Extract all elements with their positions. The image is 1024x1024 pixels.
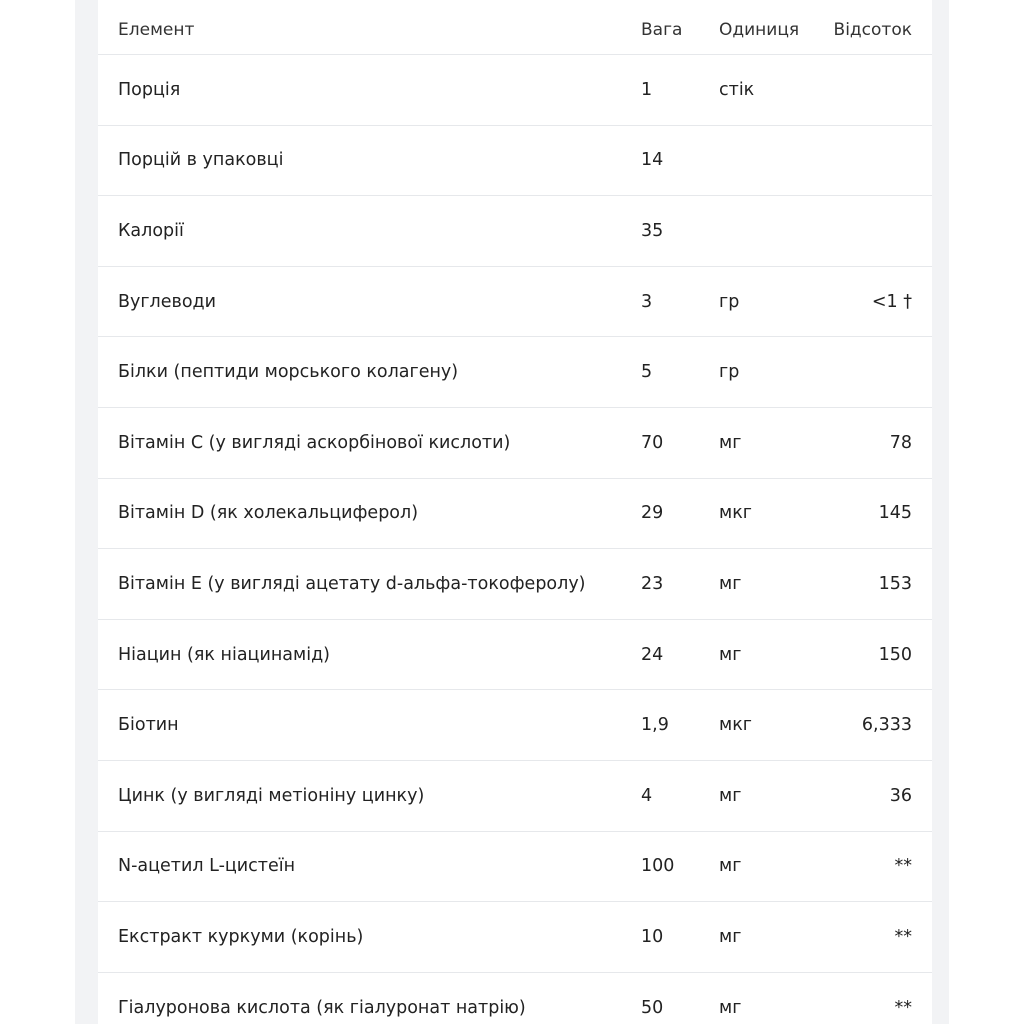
row-unit: стік: [719, 79, 755, 100]
row-weight: 4: [641, 785, 653, 806]
row-weight: 5: [641, 362, 653, 383]
table-row: [98, 902, 932, 973]
row-element: Білки (пептиди морського колагену): [118, 362, 459, 383]
header-weight: Вага: [641, 20, 683, 40]
row-weight: 70: [641, 432, 664, 453]
row-unit: мг: [719, 573, 742, 594]
row-weight: 100: [641, 856, 675, 877]
table-row: [98, 126, 932, 197]
row-weight: 23: [641, 573, 664, 594]
row-percent: **: [894, 926, 912, 947]
row-percent: <1 †: [871, 291, 912, 312]
row-weight: 10: [641, 926, 664, 947]
table-row: [98, 761, 932, 832]
row-weight: 24: [641, 644, 664, 665]
row-element: Біотин: [118, 715, 179, 736]
row-percent: 6,333: [861, 715, 912, 736]
row-weight: 3: [641, 291, 653, 312]
row-percent: 153: [878, 573, 912, 594]
row-unit: мкг: [719, 715, 752, 736]
table-row: [98, 337, 932, 408]
row-element: Вітамін D (як холекальциферол): [118, 503, 419, 524]
row-element: Гіалуронова кислота (як гіалуронат натрію): [118, 997, 526, 1018]
table-row: [98, 973, 932, 1024]
table-row: [98, 479, 932, 550]
row-element: Вуглеводи: [118, 291, 217, 312]
table-row: [98, 408, 932, 479]
row-weight: 1,9: [641, 715, 669, 736]
table-row: [98, 267, 932, 338]
row-unit: мкг: [719, 503, 752, 524]
row-element: Цинк (у вигляді метіоніну цинку): [118, 785, 425, 806]
row-unit: мг: [719, 926, 742, 947]
nutrition-table: [98, 0, 932, 1024]
row-weight: 35: [641, 220, 664, 241]
row-percent: **: [894, 997, 912, 1018]
row-percent: 36: [889, 785, 912, 806]
row-element: Порцій в упаковці: [118, 150, 284, 171]
row-unit: гр: [719, 291, 740, 312]
header-element: Елемент: [118, 20, 195, 40]
row-element: Калорії: [118, 220, 184, 241]
table-row: [98, 690, 932, 761]
row-element: N-ацетил L-цистеїн: [118, 856, 296, 877]
row-weight: 50: [641, 997, 664, 1018]
row-weight: 29: [641, 503, 664, 524]
row-unit: гр: [719, 362, 740, 383]
table-row: [98, 549, 932, 620]
table-header: [98, 0, 932, 55]
row-unit: мг: [719, 997, 742, 1018]
row-percent: **: [894, 856, 912, 877]
row-element: Ніацин (як ніацинамід): [118, 644, 330, 665]
row-unit: мг: [719, 856, 742, 877]
header-percent: Відсоток: [833, 20, 912, 40]
table-row: [98, 196, 932, 267]
row-element: Вітамін Е (у вигляді ацетату d-альфа-токоферолу): [118, 573, 586, 594]
header-unit: Одиниця: [719, 20, 800, 40]
row-unit: мг: [719, 644, 742, 665]
row-percent: 78: [889, 432, 912, 453]
row-element: Вітамін С (у вигляді аскорбінової кислоти): [118, 432, 511, 453]
table-row: [98, 620, 932, 691]
table-row: [98, 832, 932, 903]
row-unit: мг: [719, 432, 742, 453]
row-weight: 14: [641, 150, 664, 171]
row-element: Порція: [118, 79, 181, 100]
row-unit: мг: [719, 785, 742, 806]
row-percent: 150: [878, 644, 912, 665]
row-percent: 145: [878, 503, 912, 524]
table-row: [98, 55, 932, 126]
row-element: Екстракт куркуми (корінь): [118, 926, 364, 947]
row-weight: 1: [641, 79, 653, 100]
